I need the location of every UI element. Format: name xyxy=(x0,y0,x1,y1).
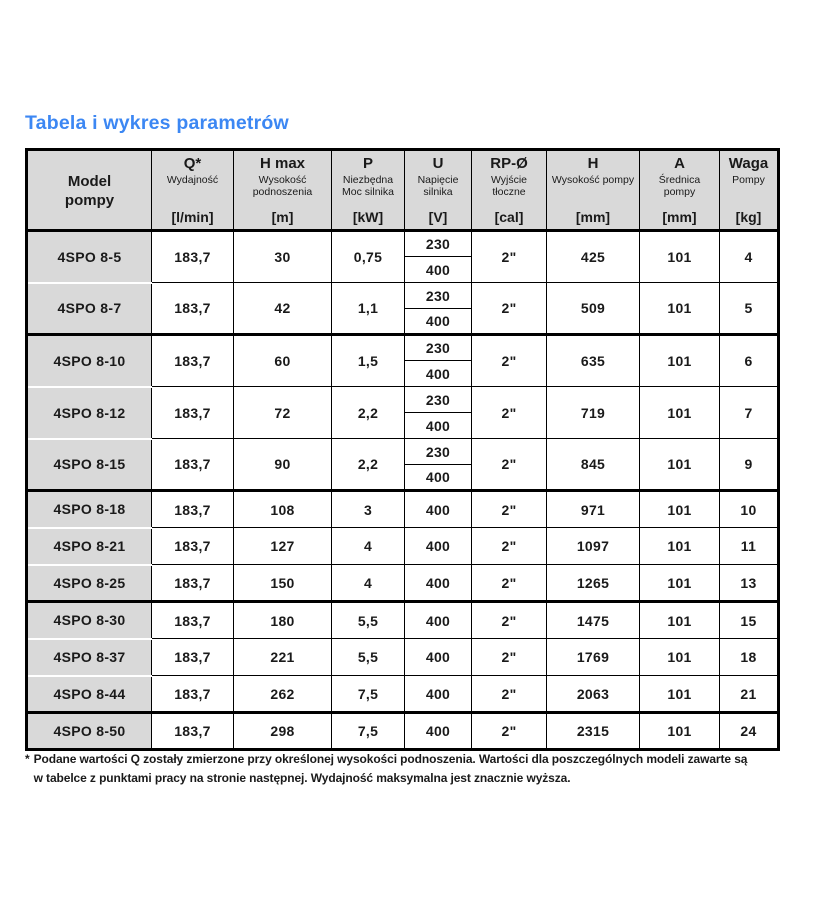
col-header-symbol: A xyxy=(674,155,685,172)
cell-q: 183,7 xyxy=(152,283,234,335)
table-row xyxy=(27,231,779,257)
cell-a: 101 xyxy=(640,439,720,491)
pump-parameters-table xyxy=(25,148,780,751)
cell-u: 400 xyxy=(405,528,472,565)
footnote xyxy=(25,750,811,787)
footnote-line-1: Podane wartości Q zostały zmierzone przy określonej wysokości podnoszenia. Wartości dla poszczególnych modeli zawarte są xyxy=(33,752,748,766)
cell-q: 183,7 xyxy=(152,639,234,676)
col-header-symbol: H max xyxy=(259,155,306,172)
cell-hmax: 298 xyxy=(234,713,332,750)
cell-h: 425 xyxy=(547,231,640,283)
col-header-unit: [cal] xyxy=(494,209,524,225)
cell-u: 400 xyxy=(405,602,472,639)
cell-a: 101 xyxy=(640,639,720,676)
cell-a: 101 xyxy=(640,676,720,713)
cell-h: 2315 xyxy=(547,713,640,750)
col-header-symbol: P xyxy=(362,155,373,172)
cell-u: 400 xyxy=(405,491,472,528)
cell-rp: 2" xyxy=(472,335,547,387)
col-header-unit: [mm] xyxy=(662,209,697,225)
cell-u: 400 xyxy=(405,639,472,676)
cell-model: 4SPO 8-15 xyxy=(27,439,152,491)
cell-a: 101 xyxy=(640,335,720,387)
cell-model: 4SPO 8-5 xyxy=(27,231,152,283)
cell-u: 230 xyxy=(405,335,472,361)
cell-model: 4SPO 8-18 xyxy=(27,491,152,528)
cell-rp: 2" xyxy=(472,491,547,528)
cell-hmax: 262 xyxy=(234,676,332,713)
cell-a: 101 xyxy=(640,713,720,750)
col-header-unit: [l/min] xyxy=(171,209,214,225)
cell-a: 101 xyxy=(640,387,720,439)
cell-p: 1,5 xyxy=(332,335,405,387)
col-header-unit: [V] xyxy=(428,209,448,225)
cell-q: 183,7 xyxy=(152,528,234,565)
cell-q: 183,7 xyxy=(152,565,234,602)
cell-hmax: 60 xyxy=(234,335,332,387)
header-row xyxy=(27,150,779,231)
cell-p: 7,5 xyxy=(332,676,405,713)
col-header-description: Napięcie silnika xyxy=(417,173,459,198)
cell-u: 400 xyxy=(405,713,472,750)
table-row xyxy=(27,387,779,413)
cell-rp: 2" xyxy=(472,528,547,565)
cell-q: 183,7 xyxy=(152,439,234,491)
cell-p: 2,2 xyxy=(332,439,405,491)
cell-p: 7,5 xyxy=(332,713,405,750)
col-header-u xyxy=(405,150,472,231)
cell-p: 4 xyxy=(332,565,405,602)
cell-a: 101 xyxy=(640,231,720,283)
col-header-symbol: Q* xyxy=(183,155,202,172)
cell-u: 400 xyxy=(405,413,472,439)
table-row xyxy=(27,602,779,639)
cell-q: 183,7 xyxy=(152,676,234,713)
cell-hmax: 90 xyxy=(234,439,332,491)
cell-p: 4 xyxy=(332,528,405,565)
cell-u: 230 xyxy=(405,231,472,257)
table-row xyxy=(27,528,779,565)
cell-u: 400 xyxy=(405,676,472,713)
cell-rp: 2" xyxy=(472,713,547,750)
cell-waga: 9 xyxy=(720,439,779,491)
cell-model: 4SPO 8-30 xyxy=(27,602,152,639)
footnote-line-2: w tabelce z punktami pracy na stronie następnej. Wydajność maksymalna jest znacznie wyższa. xyxy=(33,770,571,785)
cell-rp: 2" xyxy=(472,639,547,676)
cell-u: 400 xyxy=(405,465,472,491)
cell-p: 3 xyxy=(332,491,405,528)
cell-rp: 2" xyxy=(472,676,547,713)
col-header-h xyxy=(547,150,640,231)
cell-q: 183,7 xyxy=(152,231,234,283)
cell-model: 4SPO 8-7 xyxy=(27,283,152,335)
cell-model: 4SPO 8-37 xyxy=(27,639,152,676)
cell-waga: 21 xyxy=(720,676,779,713)
cell-rp: 2" xyxy=(472,283,547,335)
cell-q: 183,7 xyxy=(152,335,234,387)
cell-model: 4SPO 8-50 xyxy=(27,713,152,750)
cell-p: 5,5 xyxy=(332,602,405,639)
cell-waga: 15 xyxy=(720,602,779,639)
cell-h: 1265 xyxy=(547,565,640,602)
col-header-description: Wydajność xyxy=(166,173,219,186)
col-header-symbol: Waga xyxy=(728,155,769,172)
cell-p: 5,5 xyxy=(332,639,405,676)
cell-h: 1769 xyxy=(547,639,640,676)
cell-u: 400 xyxy=(405,565,472,602)
footnote-marker: * xyxy=(25,752,30,766)
cell-rp: 2" xyxy=(472,602,547,639)
col-header-unit: [kW] xyxy=(352,209,384,225)
col-header-symbol: RP-Ø xyxy=(490,155,528,172)
table-row xyxy=(27,676,779,713)
col-header-symbol: U xyxy=(432,155,444,172)
cell-a: 101 xyxy=(640,283,720,335)
cell-rp: 2" xyxy=(472,439,547,491)
footnote-text xyxy=(34,750,748,787)
cell-hmax: 30 xyxy=(234,231,332,283)
page-title: Tabela i wykres parametrów xyxy=(25,112,289,134)
col-header-rp xyxy=(472,150,547,231)
cell-p: 2,2 xyxy=(332,387,405,439)
table-head xyxy=(27,150,779,231)
col-header-waga xyxy=(720,150,779,231)
col-header-symbol: H xyxy=(587,155,599,172)
col-header-description: Niezbędna Moc silnika xyxy=(342,173,394,198)
table-body xyxy=(27,231,779,750)
cell-h: 1475 xyxy=(547,602,640,639)
col-header-p xyxy=(332,150,405,231)
table-row xyxy=(27,713,779,750)
cell-waga: 7 xyxy=(720,387,779,439)
cell-u: 400 xyxy=(405,309,472,335)
col-header-description: Wyjście tłoczne xyxy=(490,173,528,198)
table-row xyxy=(27,335,779,361)
cell-q: 183,7 xyxy=(152,602,234,639)
cell-waga: 5 xyxy=(720,283,779,335)
cell-h: 719 xyxy=(547,387,640,439)
col-header-model xyxy=(27,150,152,231)
cell-hmax: 150 xyxy=(234,565,332,602)
cell-waga: 11 xyxy=(720,528,779,565)
table-row xyxy=(27,491,779,528)
cell-rp: 2" xyxy=(472,231,547,283)
cell-p: 1,1 xyxy=(332,283,405,335)
cell-hmax: 42 xyxy=(234,283,332,335)
col-header-description: Wysokość pompy xyxy=(551,173,635,186)
cell-q: 183,7 xyxy=(152,491,234,528)
cell-p: 0,75 xyxy=(332,231,405,283)
cell-waga: 13 xyxy=(720,565,779,602)
cell-model: 4SPO 8-44 xyxy=(27,676,152,713)
cell-h: 509 xyxy=(547,283,640,335)
cell-hmax: 127 xyxy=(234,528,332,565)
cell-waga: 24 xyxy=(720,713,779,750)
col-header-unit: [kg] xyxy=(735,209,762,225)
cell-h: 635 xyxy=(547,335,640,387)
cell-model: 4SPO 8-10 xyxy=(27,335,152,387)
cell-q: 183,7 xyxy=(152,387,234,439)
cell-hmax: 180 xyxy=(234,602,332,639)
col-header-a xyxy=(640,150,720,231)
cell-rp: 2" xyxy=(472,565,547,602)
cell-h: 971 xyxy=(547,491,640,528)
cell-waga: 6 xyxy=(720,335,779,387)
cell-a: 101 xyxy=(640,565,720,602)
col-header-description: Pompy xyxy=(732,173,765,186)
cell-hmax: 221 xyxy=(234,639,332,676)
table-row xyxy=(27,283,779,309)
col-header-hmax xyxy=(234,150,332,231)
col-header-unit: [mm] xyxy=(575,209,611,225)
table-row xyxy=(27,439,779,465)
cell-model: 4SPO 8-12 xyxy=(27,387,152,439)
cell-hmax: 72 xyxy=(234,387,332,439)
cell-rp: 2" xyxy=(472,387,547,439)
cell-a: 101 xyxy=(640,528,720,565)
cell-h: 2063 xyxy=(547,676,640,713)
cell-model: 4SPO 8-21 xyxy=(27,528,152,565)
col-header-unit: [m] xyxy=(271,209,294,225)
cell-waga: 4 xyxy=(720,231,779,283)
col-header-label: Model pompy xyxy=(64,172,115,209)
cell-h: 845 xyxy=(547,439,640,491)
table-row xyxy=(27,639,779,676)
cell-u: 230 xyxy=(405,439,472,465)
cell-q: 183,7 xyxy=(152,713,234,750)
cell-waga: 10 xyxy=(720,491,779,528)
cell-model: 4SPO 8-25 xyxy=(27,565,152,602)
cell-waga: 18 xyxy=(720,639,779,676)
cell-u: 400 xyxy=(405,361,472,387)
cell-u: 230 xyxy=(405,283,472,309)
col-header-q xyxy=(152,150,234,231)
table-row xyxy=(27,565,779,602)
col-header-description: Średnica pompy xyxy=(658,173,701,198)
col-header-description: Wysokość podnoszenia xyxy=(252,173,313,198)
cell-u: 230 xyxy=(405,387,472,413)
cell-h: 1097 xyxy=(547,528,640,565)
cell-u: 400 xyxy=(405,257,472,283)
cell-hmax: 108 xyxy=(234,491,332,528)
cell-a: 101 xyxy=(640,602,720,639)
cell-a: 101 xyxy=(640,491,720,528)
